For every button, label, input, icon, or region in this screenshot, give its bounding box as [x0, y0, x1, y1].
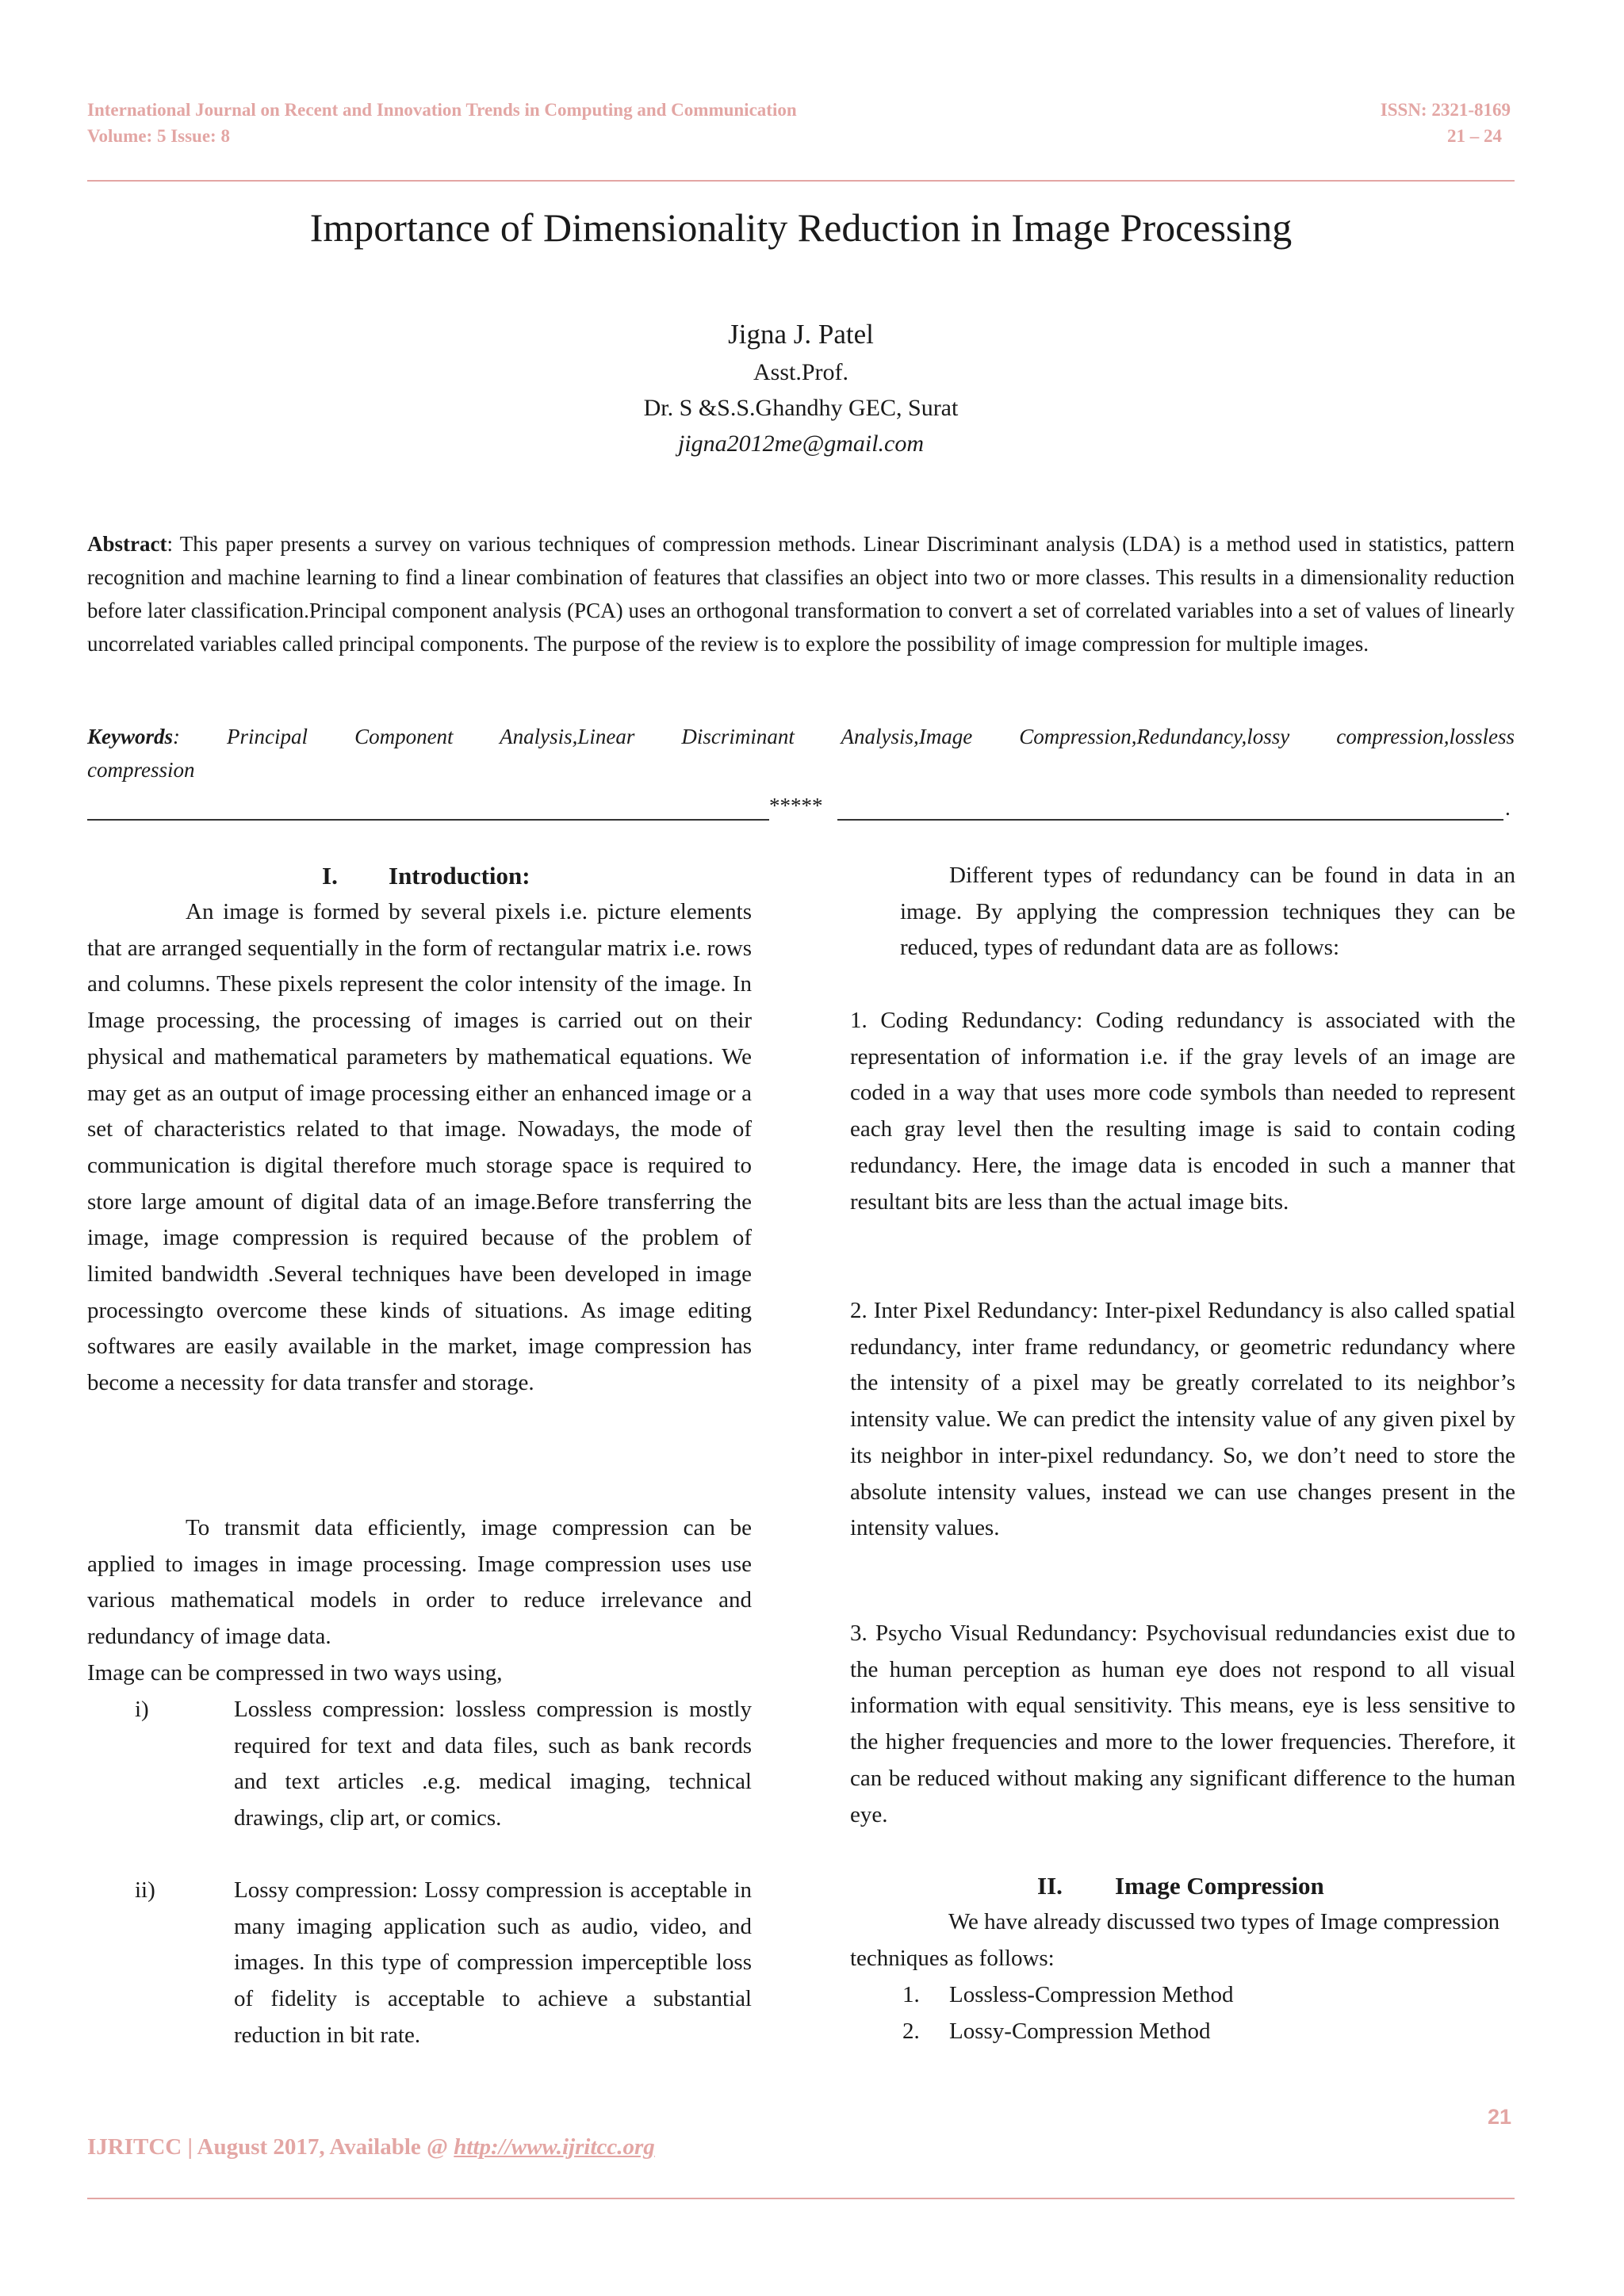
page-range: 21 – 24 — [1447, 126, 1502, 146]
redundancy-intro: Different types of redundancy can be found in data in an image. By applying the compression techniques they can be reduced, types of redundant data are as follows: — [900, 863, 1515, 961]
keywords-label: Keywords — [87, 725, 173, 748]
journal-name: International Journal on Recent and Innovation Trends in Computing and Communication — [87, 100, 797, 120]
section-2-paragraph: We have already discussed two types of Image compression techniques as follows: — [850, 1909, 1500, 1971]
paper-title: Importance of Dimensionality Reduction in Image Processing — [309, 205, 1293, 250]
separator-stars: ***** — [769, 794, 823, 817]
method-number: 2. — [902, 2019, 920, 2044]
inter-pixel-redundancy: 2. Inter Pixel Redundancy: Inter-pixel Redundancy is also called spatial redundancy, inter frame redundancy, or geometric redundancy where the intensity of a pixel may be greatly correlated to its neighbor’s intensity value. We can predict the intensity value of any given pixel by its neighbor in inter-pixel redundancy. So, we don’t need to store the absolute intensity values, instead we can use changes present in the intensity values. — [850, 1298, 1515, 1541]
section-1-number: I. — [322, 862, 338, 890]
issn: ISSN: 2321-8169 — [1380, 100, 1511, 120]
header-rule — [87, 180, 1515, 182]
footer-link[interactable]: http://www.ijritcc.org — [454, 2134, 655, 2160]
page-number: 21 — [1488, 2105, 1512, 2129]
keywords-text: : Principal Component Analysis,Linear Discriminant Analysis,Image Compression,Redundancy,lossy compression,lossless — [173, 725, 1515, 748]
list-item-number: i) — [135, 1697, 149, 1722]
separator-line-left — [87, 819, 769, 821]
section-2-title: Image Compression — [1115, 1872, 1324, 1900]
method-item: Lossy-Compression Method — [949, 2019, 1211, 2044]
coding-redundancy: 1. Coding Redundancy: Coding redundancy is associated with the representation of information i.e. if the gray levels of an image are coded in a way that uses more code symbols than needed to represent each gray level then the resulting image is said to contain coding redundancy. Here, the image data is encoded in such a manner that resultant bits are less than the actual image bits. — [850, 1008, 1515, 1215]
section-2-number: II. — [1037, 1872, 1063, 1900]
intro-paragraph-1: An image is formed by several pixels i.e. picture elements that are arranged sequentially in the form of rectangular matrix i.e. rows and columns. These pixels represent the color intensity of the image. In Image processing, the processing of images is carried out on their physical and mathematical parameters by mathematical equations. We may get as an output of image processing either an enhanced image or a set of characteristics related to that image. Nowadays, the mode of communication is digital therefore much storage space is required to store large amount of digital data of an image.Before transferring the image, image compression is required because of the problem of limited bandwidth .Several techniques have been developed in image processingto overcome these kinds of situations. As image editing softwares are easily available in the market, image compression has become a necessity for data transfer and storage. — [87, 899, 752, 1396]
volume-issue: Volume: 5 Issue: 8 — [87, 126, 230, 146]
author-name: Jigna J. Patel — [728, 319, 874, 350]
list-item-number: ii) — [135, 1877, 155, 1903]
footer-text: IJRITCC | August 2017, Available @ — [87, 2134, 454, 2160]
intro-paragraph-3: Image can be compressed in two ways using, — [87, 1660, 503, 1686]
list-item: Lossless compression: lossless compression is mostly required for text and data files, such as bank records and text articles .e.g. medical imaging, technical drawings, clip art, or comics. — [234, 1697, 752, 1831]
abstract-label: Abstract — [87, 532, 167, 556]
author-position: Asst.Prof. — [753, 359, 848, 385]
footer-rule — [87, 2198, 1515, 2199]
section-1-title: Introduction: — [389, 862, 530, 890]
footer — [87, 2134, 655, 2160]
method-item: Lossless-Compression Method — [949, 1982, 1234, 2007]
author-email: jigna2012me@gmail.com — [677, 430, 925, 457]
keywords-continued: compression — [87, 758, 195, 782]
author-affiliation: Dr. S &S.S.Ghandhy GEC, Surat — [643, 395, 959, 421]
keywords — [87, 720, 1515, 753]
separator-end: . — [1505, 796, 1511, 820]
psycho-visual-redundancy: 3. Psycho Visual Redundancy: Psychovisual redundancies exist due to the human perception as human eye does not respond to all visual information with equal sensitivity. This means, eye is less sensitive to the higher frequencies and more to the lower frequencies. Therefore, it can be reduced without making any significant difference to the human eye. — [850, 1621, 1515, 1827]
abstract — [87, 527, 1515, 660]
intro-paragraph-2: To transmit data efficiently, image compression can be applied to images in image processing. Image compression uses use various mathematical models in order to reduce irrelevance and redundancy of image data. — [87, 1515, 752, 1650]
list-item: Lossy compression: Lossy compression is acceptable in many imaging application such as audio, video, and images. In this type of compression imperceptible loss of fidelity is acceptable to achieve a substantial reduction in bit rate. — [234, 1877, 752, 2048]
separator-line-right — [837, 819, 1503, 821]
abstract-text: : This paper presents a survey on various techniques of compression methods. Linear Discriminant analysis (LDA) is a method used in statistics, pattern recognition and machine learning to find a linear combination of features that classifies an object into two or more classes. This results in a dimensionality reduction before later classification.Principal component analysis (PCA) uses an orthogonal transformation to convert a set of correlated variables into a set of values of linearly uncorrelated variables called principal components. The purpose of the review is to explore the possibility of image compression for multiple images. — [87, 532, 1515, 656]
method-number: 1. — [902, 1982, 920, 2007]
